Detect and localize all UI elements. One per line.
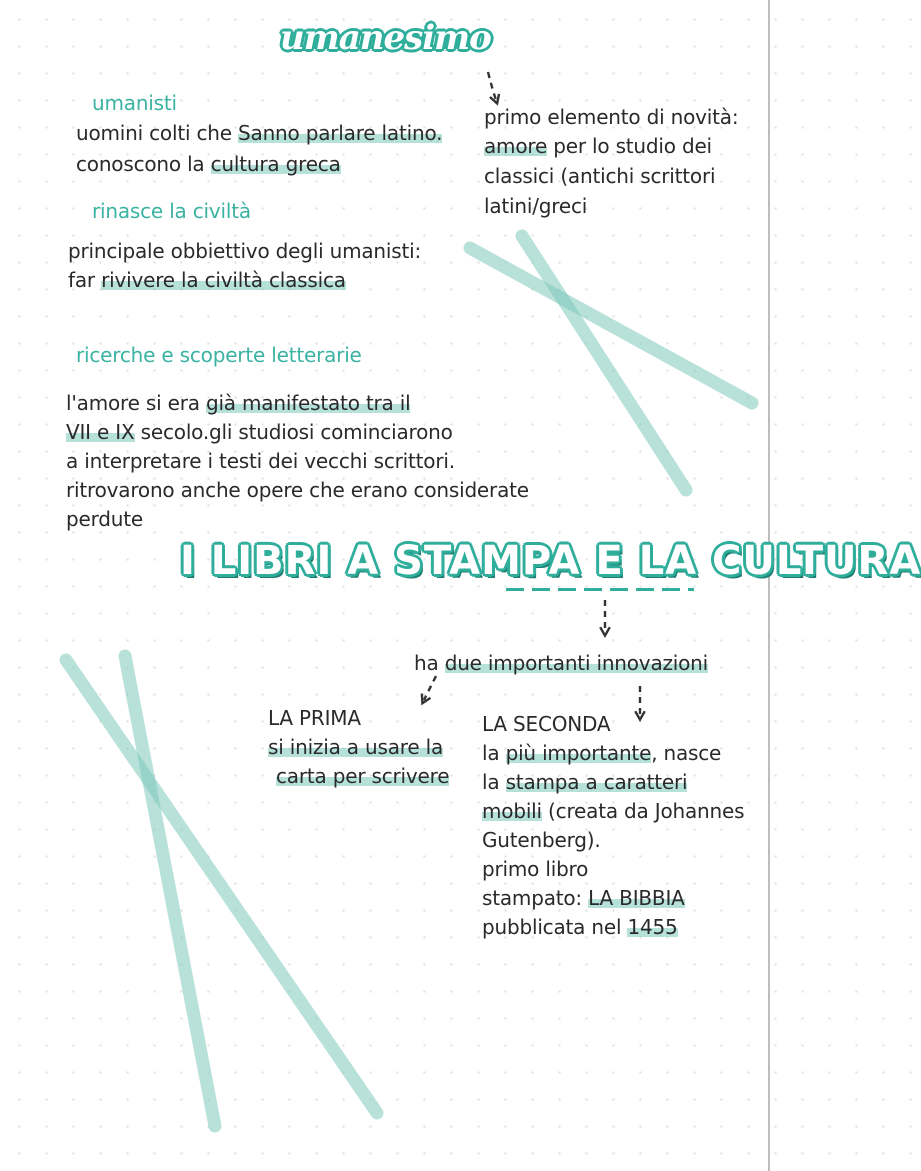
cross-stroke [125,656,215,1126]
novita-line-1: primo elemento di novità: [484,105,739,129]
seconda-line-6: stampato: LA BIBBIA [482,886,685,910]
title-underline-dashes [506,588,694,591]
page-margin-line [768,0,770,1171]
heading-ricerche: ricerche e scoperte letterarie [76,343,362,367]
innovazioni-line: ha due importanti innovazioni [414,651,709,675]
title-libri-stampa: I LIBRI A STAMPA E LA CULTURA [180,538,921,584]
ricerche-line-2: VII e IX secolo.gli studiosi cominciarono [66,420,453,444]
title-umanesimo: umanesimo [280,18,491,58]
cross-stroke [470,248,752,403]
heading-la-prima: LA PRIMA [268,706,361,730]
prima-line-2: carta per scrivere [276,764,450,788]
seconda-line-7: pubblicata nel 1455 [482,915,678,939]
heading-umanisti: umanisti [92,91,177,115]
novita-line-3: classici (antichi scrittori [484,164,716,188]
umanisti-line-2: conoscono la cultura greca [76,152,341,176]
arrow-down-left-icon [424,676,436,700]
seconda-line-3: mobili (creata da Johannes [482,799,745,823]
ricerche-line-4: ritrovarono anche opere che erano considerate [66,478,529,502]
prima-line-1: si inizia a usare la [268,735,444,759]
heading-la-seconda: LA SECONDA [482,712,611,736]
cross-stroke [522,236,686,490]
umanisti-line-1: uomini colti che Sanno parlare latino. [76,121,443,145]
civilta-line-1: principale obbiettivo degli umanisti: [68,239,422,263]
ricerche-line-1: l'amore si era già manifestato tra il [66,391,411,415]
arrow-down-icon [488,72,496,100]
ricerche-line-3: a interpretare i testi dei vecchi scrittori. [66,449,455,473]
novita-line-4: latini/greci [484,194,588,218]
seconda-line-2: la stampa a caratteri [482,770,688,794]
seconda-line-5: primo libro [482,857,589,881]
seconda-line-4: Gutenberg). [482,828,601,852]
ricerche-line-5: perdute [66,507,143,531]
seconda-line-1: la più importante, nasce [482,741,722,765]
civilta-line-2: far rivivere la civiltà classica [68,268,346,292]
heading-rinasce-civilta: rinasce la civiltà [92,199,251,223]
novita-line-2: amore per lo studio dei [484,134,712,158]
